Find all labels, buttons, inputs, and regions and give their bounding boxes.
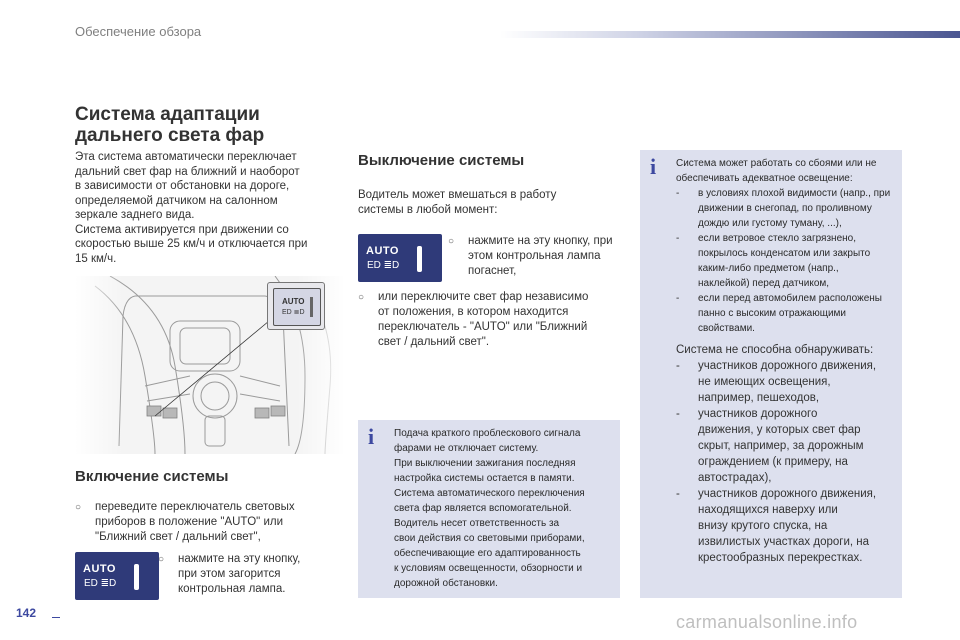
condition-item [676,291,900,336]
info-line: дорожной обстановки. [394,578,498,589]
page-number: 142 [15,606,37,620]
bullet-row [75,500,345,545]
bullet-line: нажмите на эту кнопку, [178,553,301,565]
info-line: находящихся наверху или [698,504,838,516]
info-line: При выключении зажигания последняя [394,458,576,469]
enable-bullet-2 [158,552,338,597]
bullet-row [358,290,620,350]
info-line: например, пешеходов, [698,392,820,404]
section-header: Обеспечение обзора [75,24,202,39]
bullet-row [448,234,624,279]
intro-line: скоростью выше 25 км/ч и отключается при [75,238,308,250]
intro-line: 15 км/ч. [75,252,117,265]
bullet-mark: ○ [75,502,82,513]
detection-list [676,358,900,566]
info-line: дождю или густому туману, ...), [698,218,842,229]
info-line: света фар является вспомогательной. [394,503,572,514]
auto-button-image-enable [75,552,159,600]
bullet-line: погаснет, [468,265,517,277]
info-icon: i [650,154,657,179]
info-line: панно с высоким отражающими [698,308,846,319]
info-icon: i [368,424,375,449]
disable-bullet-2 [358,290,620,350]
auto-button-callout-label: AUTO [282,297,305,306]
condition-item [676,186,900,231]
condition-item [676,231,900,291]
bullet-line: контрольная лампа. [178,583,286,595]
bullet-line: переведите переключатель световых [95,501,295,513]
intro-paragraph [75,150,345,266]
bullet-line: "Ближний свет / дальний свет", [95,531,261,543]
info-line: автострадах), [698,472,772,484]
bullet-line: этом контрольная лампа [468,250,601,262]
headlamp-icon: ЕD ≣D [282,309,305,316]
disable-intro-line: системы в любой момент: [358,203,498,216]
bullet-row [158,552,338,597]
bullet-line: переключатель - "AUTO" или "Ближний [378,321,588,333]
intro-line: зеркале заднего вида. [75,209,195,221]
bullet-line: приборов в положение "AUTO" или [95,516,284,528]
info-line: движения, у которых свет фар [698,424,861,436]
indicator-lamp-icon [417,246,422,272]
auto-button-callout-face [273,288,321,326]
info-line: в условиях плохой видимости (напр., при [698,188,891,199]
info-line: движении в снегопад, по проливному [698,203,872,214]
info-line: настройка системы остается в памяти. [394,473,575,484]
detection-item [676,486,900,566]
enable-heading: Включение системы [75,468,229,485]
info-line: покрылось конденсатом или закрыто [698,248,871,259]
intro-line: дальний свет фар на ближний и наоборот [75,165,300,178]
dash-mark: - [676,360,680,372]
auto-button-label: AUTO [83,563,116,575]
headlamp-icon: ЕD ≣D [367,260,400,271]
bullet-mark: ○ [158,554,165,565]
info-line: обеспечивать адекватное освещение: [676,173,853,184]
bullet-mark: ○ [358,292,365,303]
info-line: фарами не отключает систему. [394,443,539,454]
info-line: крестообразных перекрестках. [698,552,863,564]
auto-button-label: AUTO [366,245,399,257]
info-line: извилистых участках дороги, на [698,536,870,548]
info-line: ограждением (к примеру, на [698,456,848,468]
intro-line: Система активируется при движении со [75,223,289,236]
bullet-line: от положения, в котором находится [378,306,569,318]
bullet-line: или переключите свет фар независимо [378,291,589,303]
info-line: внизу крутого спуска, на [698,520,828,532]
headlamp-icon: ЕD ≣D [84,578,117,589]
detection-item [676,358,900,406]
info-right-conditions [676,186,900,336]
info-line: Система не способна обнаруживать: [676,344,874,356]
intro-line: в зависимости от обстановки на дороге, [75,180,290,192]
page-title [75,104,264,146]
info-line: участников дорожного движения, [698,360,877,372]
bullet-text [178,552,300,597]
indicator-lamp-icon [134,564,139,590]
info-line: наклейкой) перед датчиком, [698,278,830,289]
dash-mark: - [676,408,680,420]
info-box-right [640,150,902,598]
bullet-text [468,234,613,279]
bullet-mark: ○ [448,236,455,247]
dash-mark: - [676,188,680,199]
intro-line: определяемой датчиком на салонном [75,194,278,207]
info-right-intro [676,156,900,186]
info-line: если перед автомобилем расположены [698,293,882,304]
info-line: не имеющих освещения, [698,376,831,388]
info-box-middle [358,420,620,598]
disable-intro-line: Водитель может вмешаться в работу [358,189,557,201]
dash-mark: - [676,488,680,500]
title-line-1: Система адаптации [75,104,260,125]
info-line: Подача краткого проблескового сигнала [394,428,581,439]
info-line: к условиям освещенности, обзорности и [394,563,583,574]
bullet-text [95,500,295,545]
info-line: Система автоматического переключения [394,488,585,499]
intro-line: Эта система автоматически переключает [75,151,297,163]
bullet-line: при этом загорится [178,568,281,580]
info-line: скрыт, например, за дорожным [698,440,864,452]
info-middle-text [394,426,616,591]
bullet-line: нажмите на эту кнопку, при [468,235,613,247]
page-number-rule [52,617,60,618]
disable-heading: Выключение системы [358,152,525,169]
disable-intro [358,188,608,217]
info-line: участников дорожного [698,408,818,420]
title-line-2: дальнего света фар [75,125,265,146]
dash-mark: - [676,233,680,244]
bullet-line: свет / дальний свет". [378,336,490,348]
console-illustration [75,276,345,454]
info-line: Система может работать со сбоями или не [676,158,877,169]
disable-bullet-1 [448,234,624,279]
enable-bullet-1 [75,500,345,545]
indicator-lamp [310,297,313,317]
auto-button-image-disable [358,234,442,282]
info-line: если ветровое стекло загрязнено, [698,233,856,244]
detection-item [676,406,900,486]
info-right-detection [676,342,900,566]
info-line: каким-либо предметом (напр., [698,263,839,274]
header-gradient-bar [500,31,960,38]
info-line: участников дорожного движения, [698,488,877,500]
dash-mark: - [676,293,680,304]
info-line: свойствами. [698,323,755,334]
auto-button-callout [267,282,325,330]
watermark: carmanualsonline.info [676,612,858,632]
info-line: Водитель несет ответственность за [394,518,560,529]
bullet-text [378,290,588,350]
info-line: свои действия со световыми приборами, [394,533,585,544]
info-line: обеспечивающие его адаптированность [394,548,581,559]
